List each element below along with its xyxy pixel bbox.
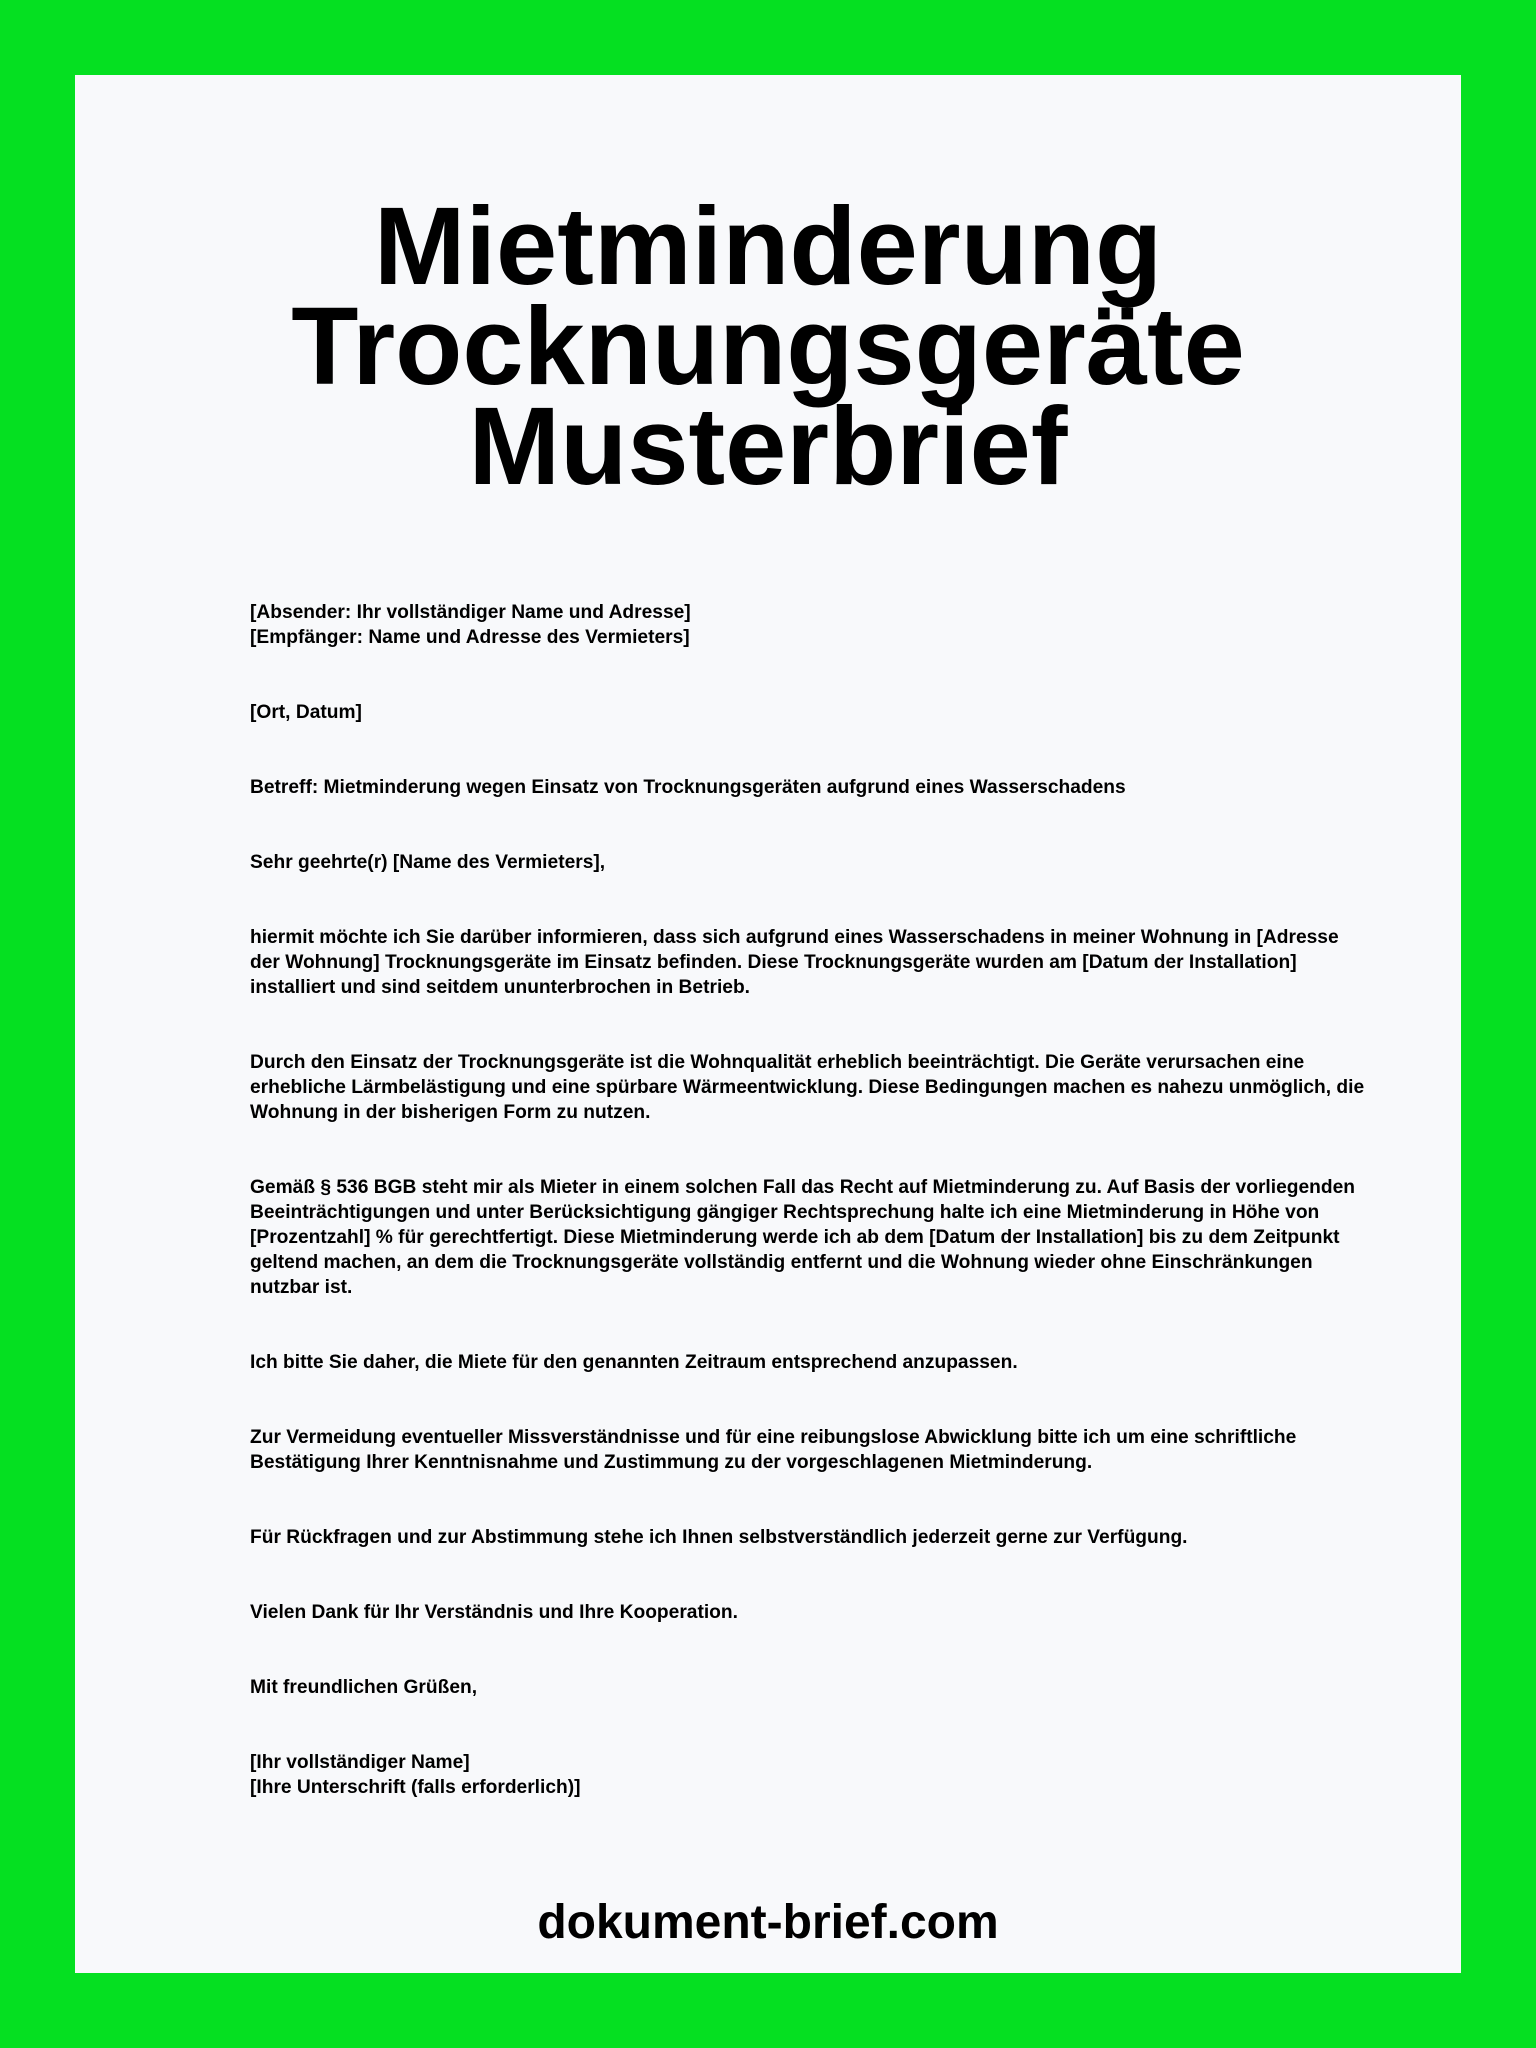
document-title bbox=[75, 185, 1461, 508]
body-paragraph: Vielen Dank für Ihr Verständnis und Ihre Kooperation. bbox=[250, 1602, 738, 1623]
recipient-address: [Empfänger: Name und Adresse des Vermieters] bbox=[250, 627, 690, 648]
place-date: [Ort, Datum] bbox=[250, 702, 362, 723]
body-paragraph: Für Rückfragen und zur Abstimmung stehe ich Ihnen selbstverständlich jederzeit gerne zur Verfügung. bbox=[250, 1527, 1188, 1548]
signature-name: [Ihr vollständiger Name] bbox=[250, 1752, 470, 1773]
document-page bbox=[75, 75, 1461, 1973]
sender-address: [Absender: Ihr vollständiger Name und Adresse] bbox=[250, 602, 691, 623]
title-line-3: Musterbrief bbox=[468, 385, 1068, 508]
body-paragraph: Gemäß § 536 BGB steht mir als Mieter in einem solchen Fall das Recht auf Mietminderung zu. Auf Basis der vorliegenden Beeinträchtigungen und unter Berücksichtigung gängiger Rechtsprechung halte ich eine Mietminderung in Höhe von [Prozentzahl] % für gerechtfertigt. Diese Mietminderung werde ich ab dem [Datum der Installation] bis zu dem Zeitpunkt geltend machen, an dem die Trocknungsgeräte vollständig entfernt und die Wohnung wieder ohne Einschränkungen nutzbar ist. bbox=[250, 1177, 1355, 1298]
body-paragraph: Ich bitte Sie daher, die Miete für den genannten Zeitraum entsprechend anzupassen. bbox=[250, 1352, 1018, 1373]
signature-note: [Ihre Unterschrift (falls erforderlich)] bbox=[250, 1777, 581, 1798]
subject-line: Betreff: Mietminderung wegen Einsatz von Trocknungsgeräten aufgrund eines Wasserschadens bbox=[250, 777, 1126, 798]
body-paragraph: Zur Vermeidung eventueller Missverständnisse und für eine reibungslose Abwicklung bitte ich um eine schriftliche Bestätigung Ihrer Kenntnisnahme und Zustimmung zu der vorgeschlagenen Mietminderung. bbox=[250, 1427, 1297, 1473]
salutation: Sehr geehrte(r) [Name des Vermieters], bbox=[250, 852, 606, 873]
signature-block bbox=[250, 1750, 1370, 1800]
title-line-1: Mietminderung bbox=[373, 185, 1163, 308]
letter-body bbox=[250, 600, 1370, 1850]
closing: Mit freundlichen Grüßen, bbox=[250, 1677, 478, 1698]
address-block bbox=[250, 600, 1370, 650]
body-paragraph: Durch den Einsatz der Trocknungsgeräte ist die Wohnqualität erheblich beeinträchtigt. Die Geräte verursachen eine erhebliche Lärmbelästigung und eine spürbare Wärmeentwicklung. Diese Bedingungen machen es nahezu unmöglich, die Wohnung in der bisherigen Form zu nutzen. bbox=[250, 1052, 1365, 1123]
body-paragraph: hiermit möchte ich Sie darüber informieren, dass sich aufgrund eines Wasserschadens in meiner Wohnung in [Adresse der Wohnung] Trocknungsgeräte im Einsatz befinden. Diese Trocknungsgeräte wurden am [Datum der Installation] installiert und sind seitdem ununterbrochen in Betrieb. bbox=[250, 927, 1339, 998]
site-footer: dokument-brief.com bbox=[537, 1896, 999, 1949]
title-line-2: Trocknungsgeräte bbox=[291, 285, 1245, 408]
